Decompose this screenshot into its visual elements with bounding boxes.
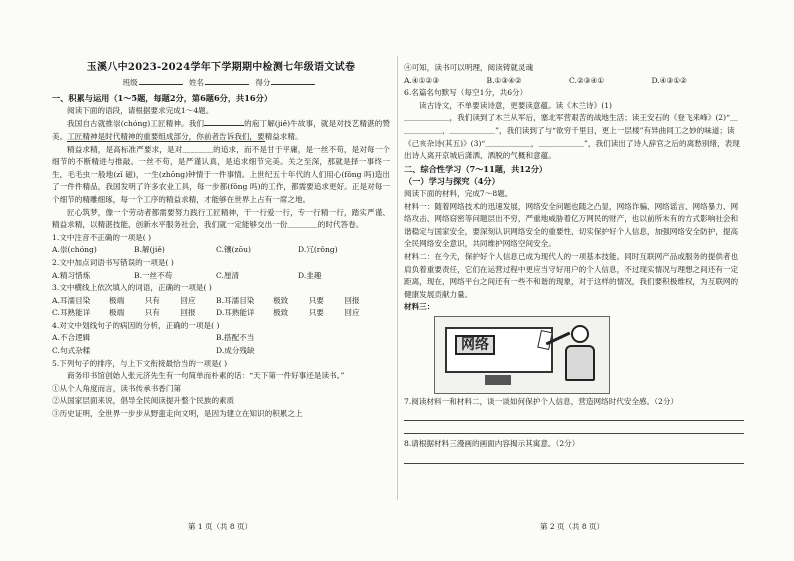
page-one — [52, 52, 390, 507]
q3-cell: 只要 — [308, 308, 324, 318]
q3-cell: 极致 — [273, 295, 289, 305]
exam-title: 玉溪八中2023-2024学年下学期期中检测七年级语文试卷 — [86, 62, 356, 73]
q2-option-a[interactable]: A.精习惜炼 — [52, 270, 91, 280]
name-label: 姓名 — [189, 77, 204, 87]
q5-option-d[interactable]: D.④③①② — [651, 75, 687, 85]
q3-cell: 只有 — [144, 295, 160, 305]
answer-line[interactable] — [404, 421, 744, 434]
q6-blanks-text: ＿＿＿＿＿＿，我们读到了木兰从军后，塞北军营艰苦的战地生活；读王安石的《登飞来峰》(2)“＿＿＿＿＿＿，＿＿＿＿＿＿”，我们读到了与“欲穷千里目，更上一层楼”有异曲同工之妙的味道；读《己亥杂诗(其五)》(3)“＿＿＿＿＿＿，＿＿＿＿＿＿”，我们读出了诗人辞官之后的离愁别绪，表现出诗人离开京城后潇洒、洒脱的气概和意蕴。 — [404, 113, 740, 161]
answer-line[interactable] — [404, 408, 744, 421]
q4-option-d[interactable]: D.成分残缺 — [216, 346, 255, 356]
material-one: 材料一：随着网络技术的迅速发展，网络安全问题也随之凸显，网络诈骗、网络谣言、网络暴力、网络攻击、网络窃密等问题层出不穷，严重地威胁着亿万网民的财产，也以前所未有的方式影响社会和谐稳定与国家安全，要深刻认识网络安全的重要性，切实保护好个人信息，加强网络安全防护，提高全民网络安全意识，共同维护网络空间安全。 — [404, 201, 739, 249]
material-three-label: 材料三： — [404, 302, 435, 312]
person-head-icon — [571, 325, 589, 343]
passage-para-3: 匠心筑梦，像一个劳动者都需要努力践行工匠精神，干一行爱一行，专一行精一行，踏实严谨、精益求精，以精湛技能、创新水平服务社会，我们就一定能够交出一份＿＿＿＿的时代答卷。 — [52, 207, 390, 230]
para1-part-a: 我国自古就推崇(chóng)工匠精神。我们 — [67, 119, 205, 129]
question-7: 7.阅读材料一和材料二，谈一谈如何保护个人信息，营造网络时代安全感。（2分） — [404, 396, 679, 406]
q2-option-b[interactable]: B.一丝不苟 — [134, 270, 173, 280]
question-6: 6.名篇名句默写（每空1分，共6分） — [404, 88, 528, 98]
material-two: 材料二：在今天，保护好个人信息已成为现代人的一项基本技能。同时互联网产品或服务的提供者也肩负着重要责任，它们在运营过程中更应当守好用户的个人信息，不过现实情况与理想之间还有一定距离，现在，网络平台之间还有一些不和谐的现象，对于这样的情况，我们要积极维权，为互联网的健康发展贡献力量。 — [404, 251, 739, 299]
para1-part-b: 的庖丁解(jiě)牛故事，就是对技艺精湛的赞美。 — [52, 119, 390, 141]
page-one-footer: 第 1 页（共 8 页） — [187, 522, 253, 531]
section-two-heading: 二、综合性学习（7～11题，共12分） — [404, 163, 548, 174]
question-2: 2.文中加点词语书写错误的一项是( ) — [52, 257, 174, 267]
page-divider — [397, 56, 398, 500]
q5-item-4: ④可知，读书可以明理，阅读铸就灵魂 — [404, 63, 534, 72]
q3-cell: 回报 — [344, 295, 360, 305]
class-label: 班级 — [122, 77, 138, 87]
q5-option-c[interactable]: C.②③④① — [569, 75, 605, 85]
q5-item: ③历史证明，全世界一步步从野蛮走向文明，是因为建立在知识的积累之上 — [52, 409, 303, 419]
q4-options-row1 — [52, 332, 390, 345]
score-label: 得分 — [255, 77, 271, 87]
q5-quote: 商务印书馆创始人张元济先生有一句简单而朴素的话：“天下第一件好事还是读书。” — [67, 371, 345, 381]
reading-intro: 阅读下面的语段，请根据要求完成1～4题。 — [67, 105, 214, 115]
q2-option-d[interactable]: D.韭趣 — [298, 270, 322, 280]
student-info-row — [52, 77, 390, 90]
q6-text: 读古诗文，不单要读诗意，更要读意蕴。读《木兰诗》(1) — [419, 100, 613, 110]
underlined-sentence: 工匠精神是时代精神的重要组成部分，你前者告诉我们，要 — [67, 131, 265, 141]
q5-option-a[interactable]: A.④①②③ — [404, 75, 440, 85]
q3-cell: 极端 — [109, 308, 125, 318]
q1-option-d[interactable]: D.冗(rǒng) — [298, 245, 338, 255]
q5-option-b[interactable]: B.①③④② — [486, 75, 522, 85]
question-4: 4.对文中划线句子的病因的分析，正确的一项是( ) — [52, 320, 220, 330]
q5-options — [404, 75, 744, 88]
q3-cell: 回应 — [180, 295, 196, 305]
q3-cell: 极致 — [273, 308, 289, 318]
q3-cell[interactable]: A.耳濡目染 — [52, 295, 91, 305]
q3-cell: 极端 — [109, 295, 125, 305]
question-3: 3.文中横线上依次填入的词语，正确的一项是( ) — [52, 283, 212, 293]
q3-cell: 回报 — [180, 308, 196, 318]
passage-para-1 — [52, 117, 390, 143]
q5-item: ②从国家层面来说，倡导全民阅读提升整个民族的素质 — [52, 396, 235, 406]
q3-options-row2 — [52, 307, 390, 320]
q3-options-row1 — [52, 295, 390, 308]
para1-part-d: 精益求精。 — [264, 131, 303, 141]
q5-item: ①从个人角度而言，读书传承书香门第 — [52, 383, 182, 393]
q2-option-c[interactable]: C.厘清 — [216, 270, 240, 280]
subsection-heading: （一）学习与探究（4分） — [404, 176, 500, 187]
q1-option-c[interactable]: C.镶(zōu) — [216, 245, 251, 255]
monitor-icon — [445, 327, 553, 373]
q3-cell[interactable]: C.耳熟能详 — [52, 308, 91, 318]
para1-blank — [204, 117, 244, 126]
q4-option-c[interactable]: C.句式杂糅 — [52, 346, 91, 356]
q2-options — [52, 270, 390, 283]
comic-network-word: 网络 — [455, 335, 495, 356]
question-5: 5.下列句子的排序，与上下文衔接最恰当的一项是( ) — [52, 358, 228, 368]
page-two-footer: 第 2 页（共 8 页） — [539, 522, 605, 531]
answer-line[interactable] — [404, 451, 744, 464]
q1-option-b[interactable]: B.解(jiě) — [134, 245, 165, 255]
q4-option-b[interactable]: B.搭配不当 — [216, 333, 255, 343]
q1-option-a[interactable]: A.崇(chóng) — [52, 245, 97, 255]
comic-illustration — [434, 316, 610, 394]
q1-options — [52, 244, 390, 257]
class-blank[interactable] — [139, 77, 183, 85]
q3-cell[interactable]: B.耳濡目染 — [216, 295, 255, 305]
q3-cell[interactable]: D.耳熟能详 — [216, 308, 255, 318]
q4-option-a[interactable]: A.不合逻辑 — [52, 333, 91, 343]
name-blank[interactable] — [205, 77, 249, 85]
materials-intro: 阅读下面的材料，完成7～8题。 — [404, 188, 513, 198]
monitor-stand-icon — [485, 375, 511, 385]
q4-options-row2 — [52, 345, 390, 358]
question-8: 8.请根据材料三漫画的画面内容揭示其寓意。（2分） — [404, 439, 580, 449]
score-blank[interactable] — [271, 77, 315, 85]
q3-cell: 回应 — [344, 308, 360, 318]
page-two — [404, 52, 744, 507]
q3-cell: 只要 — [308, 295, 324, 305]
question-1: 1.文中注音不正确的一项是( ) — [52, 232, 152, 242]
passage-para-2: 精益求精，是高标准严要求，是对＿＿＿＿的追求，而不是甘于平庸，是一丝不苟，是对每一个细节的不断精进与推敲。一丝不苟，是严谨认真，是追求细节完美。关之至深，那就是择一事终一生，毛毛虫一般地(zǐ 磁)，一生(zhōng)钟情于一件事情。上世纪五十年代的人们用心(fǒng 吗)造出了一件件精品，我国发明了许多农业工具，每一步都(fǒng 吗)的工作，都需要追求更好。正是对每一个细节的精雕细琢，每一个工序的精益求精，才能够在世界上占有一席之地。 — [52, 144, 390, 204]
q3-cell: 只有 — [144, 308, 160, 318]
section-one-heading: 一、积累与运用（1～5题，每题2分，第6题6分，共16分） — [52, 93, 273, 104]
person-body-icon — [565, 345, 595, 381]
